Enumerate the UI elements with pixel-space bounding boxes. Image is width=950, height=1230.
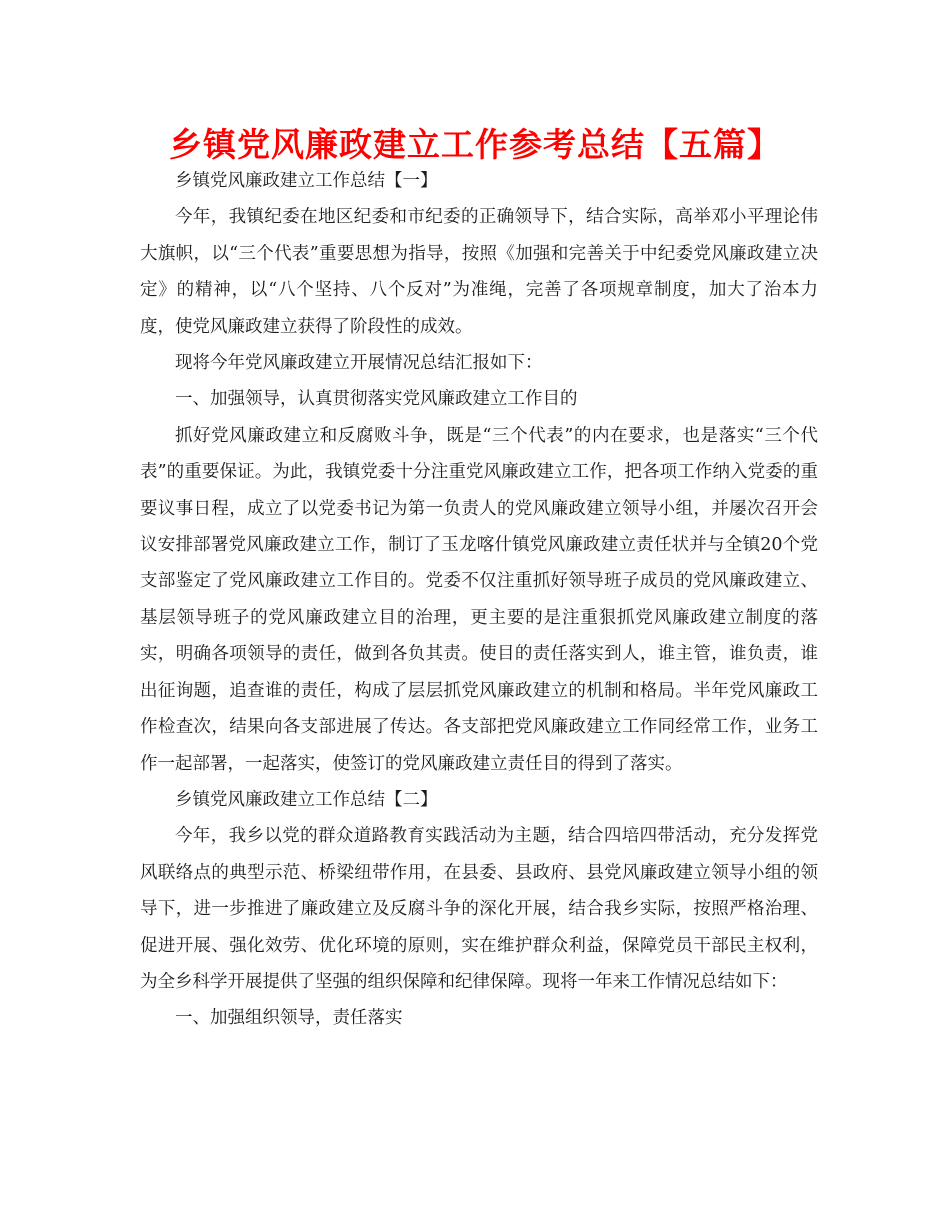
section-heading-2: 乡镇党风廉政建立工作总结【二】 [175,789,438,810]
body-paragraph: 今年，我镇纪委在地区纪委和市纪委的正确领导下，结合实际，高举邓小平理论伟大旗帜，以“三个代表”重要思想为指导，按照《加强和完善关于中纪委党风廉政建立决定》的精神，以“八个坚持、八个反对”为准绳，完善了各项规章制度，加大了治本力度，使党风廉政建立获得了阶段性的成效。 [140,207,818,337]
document-title: 乡镇党风廉政建立工作参考总结【五篇】 [169,125,781,164]
subheading: 一、加强领导，认真贯彻落实党风廉政建立工作目的 [175,389,578,410]
body-paragraph: 现将今年党风廉政建立开展情况总结汇报如下： [175,353,543,374]
document-body [140,163,818,1037]
subheading: 一、加强组织领导，责任落实 [175,1008,403,1029]
section-heading-1: 乡镇党风廉政建立工作总结【一】 [175,171,438,191]
body-paragraph: 抓好党风廉政建立和反腐败斗争，既是“三个代表”的内在要求，也是落实“三个代表”的重要保证。为此，我镇党委十分注重党风廉政建立工作，把各项工作纳入党委的重要议事日程，成立了以党委书记为第一负责人的党风廉政建立领导小组，并屡次召开会议安排部署党风廉政建立工作，制订了玉龙喀什镇党风廉政建立责任状并与全镇20个党支部鉴定了党风廉政建立工作目的。党委不仅注重抓好领导班子成员的党风廉政建立、基层领导班子的党风廉政建立目的治理，更主要的是注重狠抓党风廉政建立制度的落实，明确各项领导的责任，做到各负其责。使目的责任落实到人，谁主管，谁负责，谁出征询题，追查谁的责任，构成了层层抓党风廉政建立的机制和格局。半年党风廉政工作检查次，结果向各支部进展了传达。各支部把党风廉政建立工作同经常工作，业务工作一起部署，一起落实，使签订的党风廉政建立责任目的得到了落实。 [140,425,818,774]
body-paragraph: 今年，我乡以党的群众道路教育实践活动为主题，结合四培四带活动，充分发挥党风联络点的典型示范、桥梁纽带作用，在县委、县政府、县党风廉政建立领导小组的领导下，进一步推进了廉政建立及反腐斗争的深化开展，结合我乡实际，按照严格治理、促进开展、强化效劳、优化环境的原则，实在维护群众利益，保障党员干部民主权利，为全乡科学开展提供了坚强的组织保障和纪律保障。现将一年来工作情况总结如下： [140,826,818,992]
